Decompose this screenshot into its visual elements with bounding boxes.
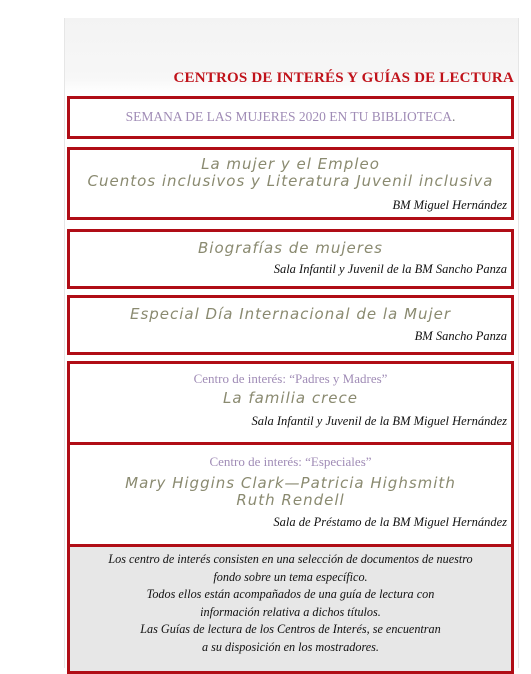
info-note-box <box>67 544 514 674</box>
card-category: Centro de interés: “Especiales” <box>209 454 372 469</box>
info-note-line: Todos ellos están acompañados de una guía de lectura con <box>146 587 435 601</box>
page-title: CENTROS DE INTERÉS Y GUÍAS DE LECTURA <box>173 70 514 86</box>
info-note-line: información relativa a dichos títulos. <box>200 604 381 619</box>
card-title: La familia crece <box>223 389 358 407</box>
card-category: Centro de interés: “Padres y Madres” <box>193 371 388 386</box>
week-banner-period: . <box>452 109 456 124</box>
week-banner <box>70 109 511 125</box>
card-padres-madres <box>67 361 514 453</box>
card-title: Biografías de mujeres <box>198 239 383 257</box>
card-dia-mujer <box>67 295 514 355</box>
card-location: BM Miguel Hernández <box>392 198 507 212</box>
card-location: BM Sancho Panza <box>414 329 507 343</box>
card-title: Especial Día Internacional de la Mujer <box>129 305 452 323</box>
info-note-line: a su disposición en los mostradores. <box>202 639 379 654</box>
card-biografias <box>67 229 514 289</box>
card-title: Cuentos inclusivos y Literatura Juvenil inclusiva <box>87 172 494 190</box>
card-mujer-empleo <box>67 147 514 220</box>
card-location: Sala de Préstamo de la BM Miguel Hernández <box>273 515 507 529</box>
week-banner-box <box>67 96 514 139</box>
info-note-text <box>76 551 505 656</box>
info-note-line: fondo sobre un tema específico. <box>213 569 368 584</box>
card-location: Sala Infantil y Juvenil de la BM Sancho Panza <box>273 262 507 276</box>
card-especiales <box>67 442 514 557</box>
info-note-line: Las Guías de lectura de los Centros de Interés, se encuentran <box>140 622 441 636</box>
card-title: Mary Higgins Clark—Patricia Highsmith <box>125 474 456 492</box>
card-title: La mujer y el Empleo <box>201 155 380 173</box>
card-title: Ruth Rendell <box>236 491 345 509</box>
info-note-line: Los centro de interés consisten en una selección de documentos de nuestro <box>108 552 473 566</box>
document-sheet <box>64 18 519 668</box>
week-banner-text: SEMANA DE LAS MUJERES 2020 EN TU BIBLIOTECA <box>125 109 452 124</box>
card-location: Sala Infantil y Juvenil de la BM Miguel Hernández <box>251 414 507 428</box>
